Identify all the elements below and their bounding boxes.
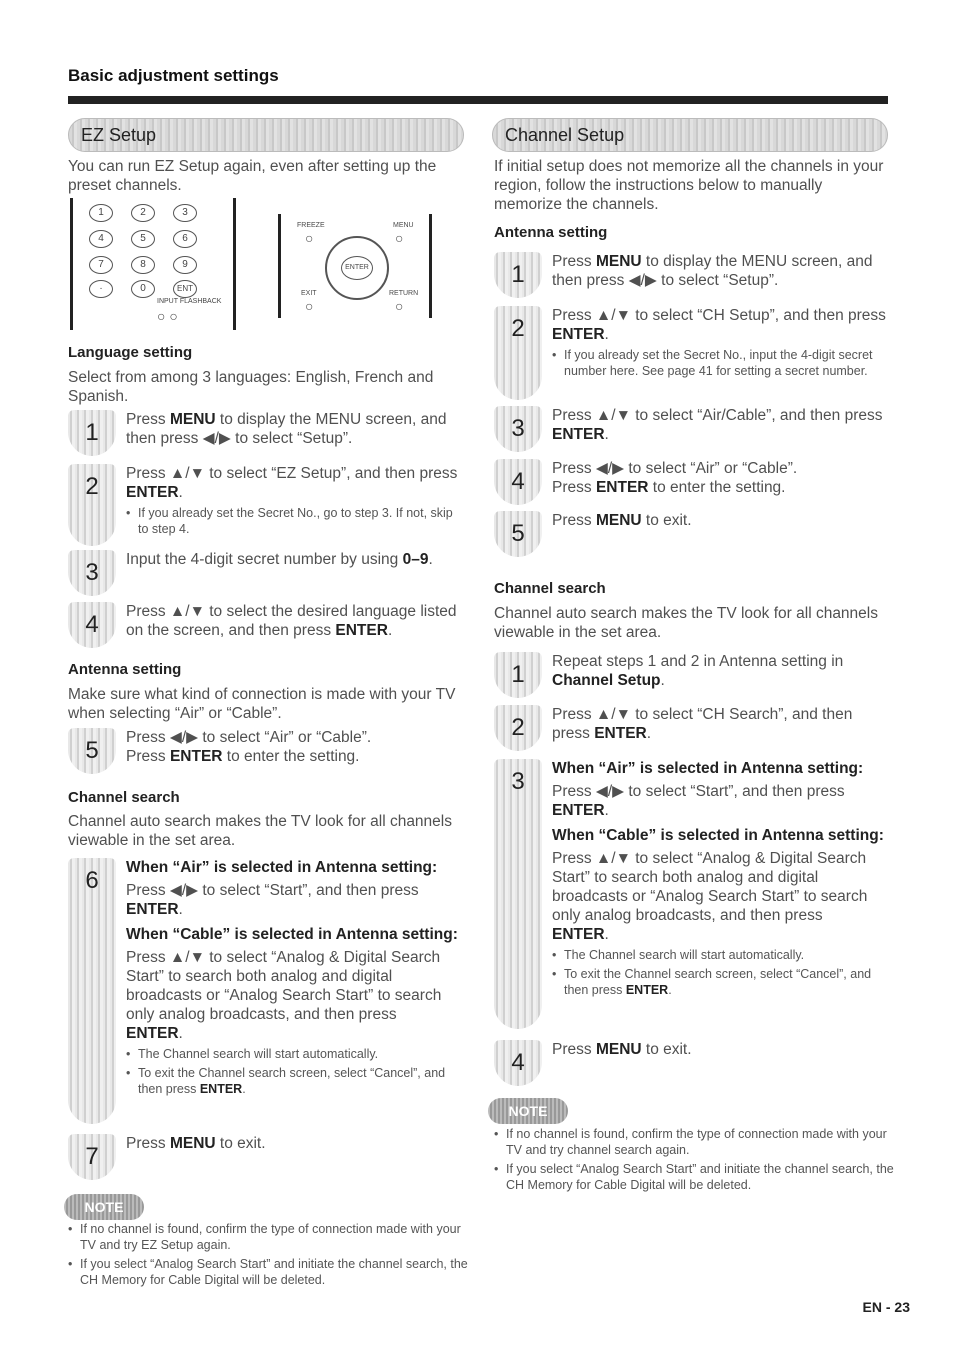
right-antenna-heading: Antenna setting [494,224,608,241]
step-badge [68,550,116,596]
step-text: Press MENU to display the MENU screen, and then press ◀/▶ to select “Setup”. [126,411,447,447]
key-9: 9 [173,256,197,274]
note-item: • If you select “Analog Search Start” and initiate the channel search, the CH Memory for Cable Digital will be deleted. [494,1161,894,1193]
step-text: Input the 4-digit secret number by using 0–9. [126,551,433,568]
enter-label: ENTER [552,802,605,819]
cable-heading: When “Cable” is selected in Antenna setting: [126,926,458,943]
step-number: 3 [511,415,525,442]
step-badge [494,511,542,557]
page-header: Basic adjustment settings [68,66,279,85]
key-8: 8 [131,256,155,274]
air-heading: When “Air” is selected in Antenna setting: [126,859,438,876]
key-6: 6 [173,230,197,248]
enter-button: ENTER [341,256,373,280]
ez-intro [68,157,468,195]
key-ent: ENT [173,280,197,298]
step-text: When “Air” is selected in Antenna setting: Press ◀/▶ to select “Start”, and then press ENTER. When “Cable” is selected in Antenna setting: Press ▲/▼ to select “Analog & Digital Search Start” to search both analog and digital broadcasts or “Analog Search Start” to search only analog broadcasts, and then press ENTER. • The Channel search will start automatically. • To exit the Channel search screen, select “Cancel”, and then press ENTER. [552,759,892,998]
section-bar-ez-setup [68,118,464,152]
step-number: 1 [511,661,525,688]
menu-button: ○ [395,230,404,246]
enter-label: ENTER [126,1025,179,1042]
step-text: Press ▲/▼ to select “EZ Setup”, and then press ENTER. • If you already set the Secret No., go to step 3. If not, skip to step 4. [126,464,466,537]
note-item: • If no channel is found, confirm the type of connection made with your TV and try EZ Setup again. [68,1221,468,1253]
step-text: Press ▲/▼ to select “Air/Cable”, and then press ENTER. [552,407,883,443]
section-title: EZ Setup [81,125,157,145]
key-2: 2 [131,204,155,222]
step-badge [68,464,116,546]
step-text: Press ▲/▼ to select “CH Setup”, and then press ENTER. • If you already set the Secret No., input the 4-digit secret number here. See page 41 for setting a secret number. [552,306,892,379]
step-number: 7 [85,1143,99,1170]
step-text: Press ▲/▼ to select “CH Search”, and then press ENTER. [552,706,853,742]
step-badge [68,602,116,648]
channel-search-text-block [68,812,468,850]
step-text: Press MENU to exit. [126,1135,266,1152]
key-dot: · [89,280,113,298]
step-badge [68,1134,116,1180]
section-bar-channel-setup [492,118,888,152]
step-number: 4 [511,1049,525,1076]
step-badge [68,410,116,456]
cable-text: Press ▲/▼ to select “Analog & Digital Search Start” to search both analog and digital broadcasts or “Analog Search Start” to search only analog broadcasts, and then press [126,949,442,1023]
step-number: 3 [85,559,99,586]
channel-search-heading: Channel search [68,789,180,806]
left-notes [68,1218,468,1288]
step-text: Press ◀/▶ to select “Air” or “Cable”. Press ENTER to enter the setting. [126,729,372,765]
step-text: Press MENU to exit. [552,512,692,529]
return-button: ○ [395,298,404,314]
step-badge [494,459,542,505]
air-text: Press ◀/▶ to select “Start”, and then press [552,783,845,800]
step-number: 4 [85,611,99,638]
exit-button: ○ [305,298,314,314]
step-text: Press ◀/▶ to select “Air” or “Cable”. Press ENTER to enter the setting. [552,460,798,496]
step-number: 2 [85,473,99,500]
step-text: Press ▲/▼ to select the desired language listed on the screen, and then press ENTER. [126,603,457,639]
input-label: INPUT FLASHBACK [157,298,222,305]
step-text: Press MENU to exit. [552,1041,692,1058]
key-4: 4 [89,230,113,248]
antenna-heading: Antenna setting [68,661,182,678]
step-number: 1 [85,419,99,446]
step-badge [494,406,542,452]
step-badge [494,252,542,298]
step-bullet: • If you already set the Secret No., go to step 3. If not, skip to step 4. [126,505,466,537]
step-bullet: • The Channel search will start automatically. [126,1046,466,1062]
step-number: 4 [511,468,525,495]
cable-text: Press ▲/▼ to select “Analog & Digital Search Start” to search both analog and digital broadcasts or “Analog Search Start” to search only analog broadcasts, and then press [552,850,868,924]
step-number: 1 [511,261,525,288]
step-number: 6 [85,867,99,894]
language-text: Select from among 3 languages: English, French and Spanish. [68,369,434,405]
key-3: 3 [173,204,197,222]
step-bullet: • To exit the Channel search screen, select “Cancel”, and then press ENTER. [552,966,892,998]
enter-label: ENTER [552,926,605,943]
return-label: RETURN [389,290,419,297]
note-badge: NOTE [64,1194,144,1220]
key-1: 1 [89,204,113,222]
step-badge [494,306,542,400]
header-rule [68,96,888,104]
intro-text: You can run EZ Setup again, even after setting up the preset channels. [68,158,437,194]
key-5: 5 [131,230,155,248]
channel-search-text: Channel auto search makes the TV look for all channels viewable in the set area. [68,813,452,849]
step-badge [494,705,542,751]
freeze-label: FREEZE [297,222,325,229]
antenna-text: Make sure what kind of connection is made with your TV when selecting “Air” or “Cable”. [68,686,456,722]
intro-text: If initial setup does not memorize all the channels in your region, follow the instructions below to manually memorize the channels. [494,158,884,213]
step-text: Repeat steps 1 and 2 in Antenna setting in Channel Setup. [552,653,844,689]
dpad [325,236,389,300]
page-number: EN - 23 [862,1299,910,1315]
step-badge [494,759,542,1029]
step-number: 5 [85,737,99,764]
right-channel-search-heading: Channel search [494,580,606,597]
step-badge [494,1040,542,1086]
step-badge [68,728,116,774]
language-text-block [68,368,468,406]
note-item: • If you select “Analog Search Start” and initiate the channel search, the CH Memory for Cable Digital will be deleted. [68,1256,468,1288]
step-badge [494,652,542,698]
step-number: 2 [511,714,525,741]
note-item: • If no channel is found, confirm the type of connection made with your TV and try channel search again. [494,1126,894,1158]
channel-setup-intro [494,157,894,214]
remote-keypad-illustration [70,198,236,330]
channel-search-text: Channel auto search makes the TV look for all channels viewable in the set area. [494,605,878,641]
right-notes [494,1123,894,1193]
step-bullet: • If you already set the Secret No., input the 4-digit secret number here. See page 41 for setting a secret number. [552,347,892,379]
right-channel-search-text-block [494,604,894,642]
step-text: When “Air” is selected in Antenna setting: Press ◀/▶ to select “Start”, and then press ENTER. When “Cable” is selected in Antenna setting: Press ▲/▼ to select “Analog & Digital Search Start” to search both analog and digital broadcasts or “Analog Search Start” to search only analog broadcasts, and then press ENTER. • The Channel search will start automatically. • To exit the Channel search screen, select “Cancel”, and then press ENTER. [126,858,466,1097]
remote-nav-illustration [278,214,432,318]
language-heading: Language setting [68,344,193,361]
freeze-button: ○ [305,230,314,246]
note-badge: NOTE [488,1098,568,1124]
input-buttons: ○ ○ [157,308,178,324]
step-bullet: • The Channel search will start automatically. [552,947,892,963]
section-title: Channel Setup [505,125,625,145]
key-7: 7 [89,256,113,274]
key-0: 0 [131,280,155,298]
cable-heading: When “Cable” is selected in Antenna setting: [552,827,884,844]
step-number: 2 [511,315,525,342]
step-badge [68,858,116,1124]
menu-label: MENU [393,222,414,229]
air-text: Press ◀/▶ to select “Start”, and then press [126,882,419,899]
enter-label: ENTER [126,901,179,918]
step-text: Press MENU to display the MENU screen, and then press ◀/▶ to select “Setup”. [552,253,873,289]
exit-label: EXIT [301,290,317,297]
step-number: 3 [511,768,525,795]
step-bullet: • To exit the Channel search screen, select “Cancel”, and then press ENTER. [126,1065,466,1097]
antenna-text-block [68,685,468,723]
step-number: 5 [511,520,525,547]
air-heading: When “Air” is selected in Antenna setting: [552,760,864,777]
